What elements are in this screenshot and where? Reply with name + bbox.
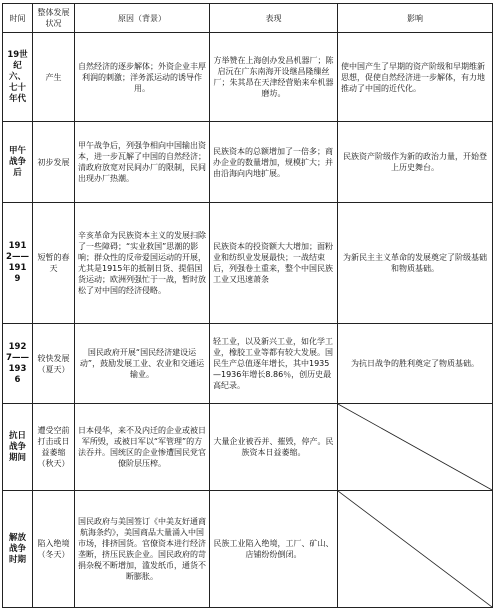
- performance-cell: 大量企业被吞并、摧毁，停产。民族资本日益萎缩。: [210, 404, 338, 491]
- time-cell: 19世纪六、七十年代: [3, 33, 33, 122]
- header-impact: 影响: [338, 4, 493, 33]
- cause-cell: 国民政府开展“国民经济建设运动”，鼓励发展工业、农业和交通运输业。: [75, 324, 210, 404]
- history-table-sheet: [2, 3, 492, 597]
- stage-cell: 遭受空前打击或日益萎缩（秋天）: [33, 404, 75, 491]
- cause-cell: 自然经济的逐步解体；外资企业丰厚利润的刺激；洋务派运动的诱导作用。: [75, 33, 210, 122]
- time-cell: 1912——1919: [3, 203, 33, 324]
- cause-cell: 日本侵华，来不及内迁的企业或被日军所毁，或被日军以“军管理”的方法吞并。国统区的企业惨遭国民党官僚阶层压榨。: [75, 404, 210, 491]
- empty-diagonal-cell: [338, 491, 493, 608]
- national-capitalism-table: [2, 3, 493, 608]
- time-cell: 抗日战争期间: [3, 404, 33, 491]
- empty-diagonal-cell: [338, 404, 493, 491]
- performance-cell: 民族资本的总额增加了一倍多；商办企业的数量增加，规模扩大；并由沿海向内地扩展。: [210, 122, 338, 203]
- header-performance: 表现: [210, 4, 338, 33]
- stage-cell: 初步发展: [33, 122, 75, 203]
- cause-cell: 辛亥革命为民族资本主义的发展扫除了一些障碍；“实业救国”思潮的影响；群众性的反帝爱国运动的开展，尤其是1915年的抵制日货、提倡国货运动；欧洲列强忙于一战，暂时放松了对中国的经济侵略。: [75, 203, 210, 324]
- performance-cell: 民族工业陷入绝境，工厂、矿山、店铺纷纷倒闭。: [210, 491, 338, 608]
- table-row: [3, 324, 493, 404]
- table-row: [3, 203, 493, 324]
- impact-cell: 使中国产生了早期的资产阶级和早期维新思想，促使自然经济进一步解体，有力地推动了中国的近代化。: [338, 33, 493, 122]
- table-row: [3, 122, 493, 203]
- impact-cell: 为抗日战争的胜利奠定了物质基础。: [338, 324, 493, 404]
- diagonal-slash-icon: [338, 491, 492, 607]
- performance-cell: 轻工业，以及新兴工业，如化学工业，橡胶工业等都有较大发展。国民生产总值逐年增长，其中1935—1936年增长8.86％，创历史最高纪录。: [210, 324, 338, 404]
- time-cell: 甲午战争后: [3, 122, 33, 203]
- cause-cell: 国民政府与美国签订《中美友好通商航海条约》，美国商品大量涌入中国市场，排挤国货。官僚资本进行经济垄断，挤压民族企业。国民政府的苛捐杂税不断增加，滥发纸币，通货不断膨胀。: [75, 491, 210, 608]
- header-row: [3, 4, 493, 33]
- performance-cell: 民族资本的投资额大大增加；面粉业和纺织业发展最快；一战结束后，列强卷土重来，整个中国民族工业又迅速萧条: [210, 203, 338, 324]
- header-stage: 整体发展状况: [33, 4, 75, 33]
- impact-cell: 为新民主主义革命的发展奠定了阶级基础和物质基础。: [338, 203, 493, 324]
- time-cell: 1927——1936: [3, 324, 33, 404]
- time-cell: 解放战争时期: [3, 491, 33, 608]
- impact-cell: 民族资产阶级作为新的政治力量，开始登上历史舞台。: [338, 122, 493, 203]
- table-row: [3, 404, 493, 491]
- header-time: 时间: [3, 4, 33, 33]
- stage-cell: 产生: [33, 33, 75, 122]
- performance-cell: 方举赞在上海创办发昌机器厂；陈启沅在广东南海开设继昌隆缫丝厂；朱其昂在天津经营贻来牟机器磨坊。: [210, 33, 338, 122]
- stage-cell: 较快发展（夏天）: [33, 324, 75, 404]
- diagonal-slash-icon: [338, 404, 492, 490]
- table-row: [3, 491, 493, 608]
- table-row: [3, 33, 493, 122]
- stage-cell: 陷入绝境（冬天）: [33, 491, 75, 608]
- header-cause: 原因（背景）: [75, 4, 210, 33]
- stage-cell: 短暂的春天: [33, 203, 75, 324]
- cause-cell: 甲午战争后，列强争相向中国输出资本，进一步瓦解了中国的自然经济；清政府放宽对民间办厂的限制，民间出现办厂热潮。: [75, 122, 210, 203]
